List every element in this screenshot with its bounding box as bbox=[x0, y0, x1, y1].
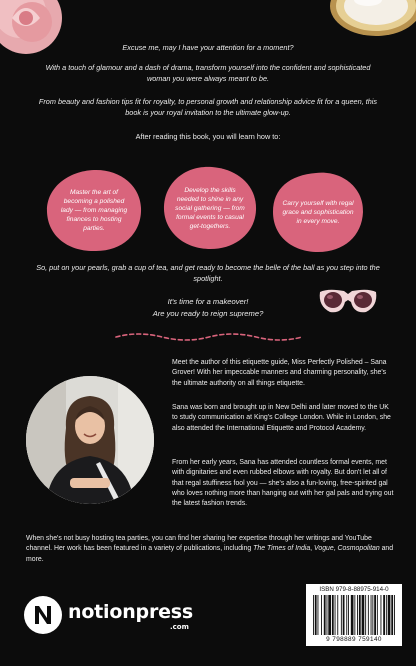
publications-text-b: and more. bbox=[26, 545, 394, 563]
bio-intro-paragraph: Meet the author of this etiquette guide, Miss Perfectly Polished – Sana Grover! With her impeccable manners and charming personality, she's the ultimate authority on all things etiquette. bbox=[172, 359, 387, 387]
publication-cosmopolitan: Cosmopolitan bbox=[337, 545, 380, 553]
notionpress-n-icon bbox=[24, 596, 62, 634]
author-portrait bbox=[26, 376, 154, 504]
publication-times-of-india: The Times of India bbox=[253, 545, 311, 553]
blob-3-text: Carry yourself with regal grace and sophistication in every move. bbox=[282, 199, 354, 225]
pearls-tea-paragraph: So, put on your pearls, grab a cup of tea, and get ready to become the belle of the ball as you step into the spotlight. bbox=[36, 263, 380, 283]
publications-text-a: When she's not busy hosting tea parties, you can find her sharing her expertise through her writings and YouTube channel. Her work has been featured in a variety of publications, including bbox=[26, 535, 372, 553]
notionpress-logo bbox=[24, 596, 204, 636]
makeover-call-to-action bbox=[120, 296, 296, 319]
bio-publications-paragraph bbox=[26, 534, 396, 565]
publications-separator-2: , bbox=[333, 545, 338, 553]
learn-how-heading: After reading this book, you will learn how to: bbox=[135, 132, 281, 141]
publisher-name: notionpress bbox=[68, 601, 194, 623]
intro-invitation-paragraph: From beauty and fashion tips fit for royalty, to personal growth and relationship advice fit for a queen, this book is your royal invitation to the ultimate glow-up. bbox=[38, 97, 378, 117]
blob-1-text: Master the art of becoming a polished lady — from managing finances to hosting parties. bbox=[60, 188, 128, 232]
barcode-digits: 9 798889 759140 bbox=[326, 636, 382, 643]
gold-mirror-decoration-icon bbox=[320, 0, 416, 40]
isbn-barcode bbox=[306, 584, 402, 646]
publication-vogue: Vogue bbox=[314, 545, 334, 553]
dashed-wave-divider bbox=[114, 330, 304, 344]
reign-supreme-line: Are you ready to reign supreme? bbox=[152, 308, 264, 318]
pink-blob-2 bbox=[160, 164, 260, 252]
publications-separator-1: , bbox=[310, 545, 315, 553]
intro-glamour-paragraph: With a touch of glamour and a dash of drama, transform yourself into the confident and sophisticated woman you were always meant to be. bbox=[45, 63, 371, 83]
pink-blob-1 bbox=[44, 166, 144, 254]
pink-sunglasses-icon bbox=[318, 286, 378, 316]
isbn-label: ISBN 979-8-88975-914-0 bbox=[319, 586, 389, 593]
intro-attention-line: Excuse me, may I have your attention for a moment? bbox=[122, 43, 294, 52]
pink-blob-3 bbox=[268, 168, 368, 256]
blob-2-text: Develop the skills needed to shine in any social gathering — from formal events to casual get-togethers. bbox=[175, 186, 245, 230]
barcode-icon bbox=[312, 595, 396, 635]
makeover-line: It's time for a makeover! bbox=[167, 297, 249, 306]
author-photo-icon bbox=[26, 376, 154, 504]
bio-education-paragraph: Sana was born and brought up in New Delhi and later moved to the UK to study communication at King's College London. While in London, she also attended the International Etiquette and Protocol Academy. bbox=[172, 404, 391, 432]
publisher-domain-suffix: .com bbox=[170, 623, 189, 631]
bio-personality-paragraph: From her early years, Sana has attended countless formal events, met with dignitaries and even rubbed elbows with royalty. But don't let all of that regal stuffiness fool you — she's also a fun-loving, free-spirited gal who loves nothing more than hanging out with her gal pals and trying out the latest fashion trends. bbox=[172, 459, 394, 508]
